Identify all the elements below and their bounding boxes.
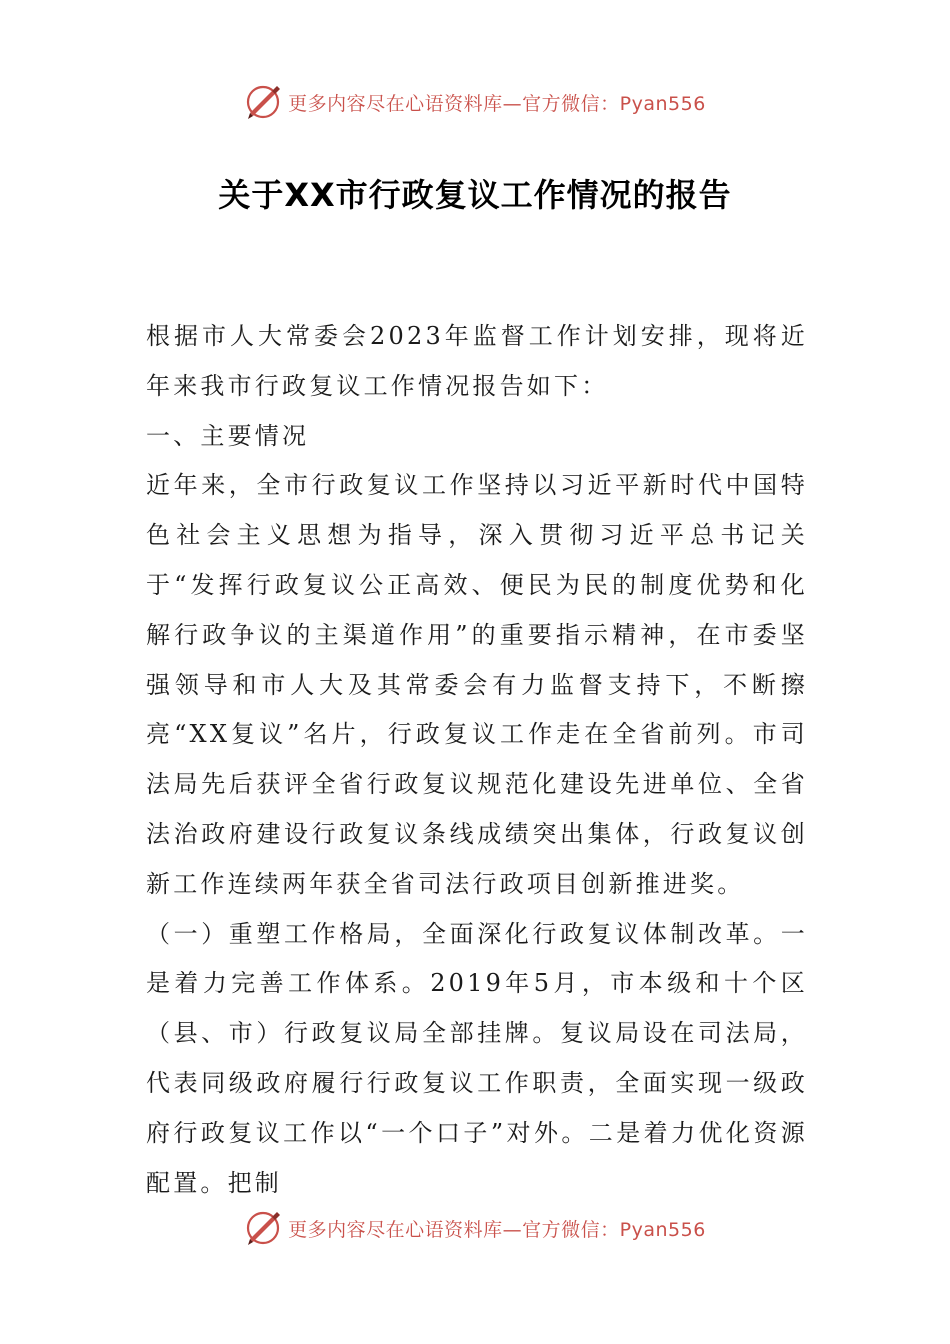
- document-body: [146, 312, 808, 1208]
- pen-logo-icon: [244, 83, 282, 121]
- footer-watermark-text: 更多内容尽在心语资料库—官方微信：Pyan556: [288, 1218, 706, 1241]
- section-heading-main: 一、主要情况: [146, 421, 310, 450]
- document-title: 关于XX市行政复议工作情况的报告: [218, 176, 732, 214]
- paragraph-overview: 近年来，全市行政复议工作坚持以习近平新时代中国特色社会主义思想为指导，深入贯彻习近平总书记关于“发挥行政复议公正高效、便民为民的制度优势和化解行政争议的主渠道作用”的重要指示精神，在市委坚强领导和市人大及其常委会有力监督支持下，不断擦亮“XX复议”名片，行政复议工作走在全省前列。市司法局先后获评全省行政复议规范化建设先进单位、全省法治政府建设行政复议条线成绩突出集体，行政复议创新工作连续两年获全省司法行政项目创新推进奖。: [146, 471, 808, 898]
- paragraph-subsection-one: （一）重塑工作格局，全面深化行政复议体制改革。一是着力完善工作体系。2019年5月，市本级和十个区（县、市）行政复议局全部挂牌。复议局设在司法局，代表同级政府履行行政复议工作职责，全面实现一级政府行政复议工作以“一个口子”对外。二是着力优化资源配置。把制: [146, 919, 808, 1197]
- paragraph-intro: 根据市人大常委会2023年监督工作计划安排，现将近年来我市行政复议工作情况报告如下：: [146, 322, 808, 400]
- header-watermark-text: 更多内容尽在心语资料库—官方微信：Pyan556: [288, 92, 706, 115]
- footer-watermark-banner: [0, 1206, 950, 1250]
- header-watermark-banner: [0, 80, 950, 124]
- pen-logo-icon: [244, 1209, 282, 1247]
